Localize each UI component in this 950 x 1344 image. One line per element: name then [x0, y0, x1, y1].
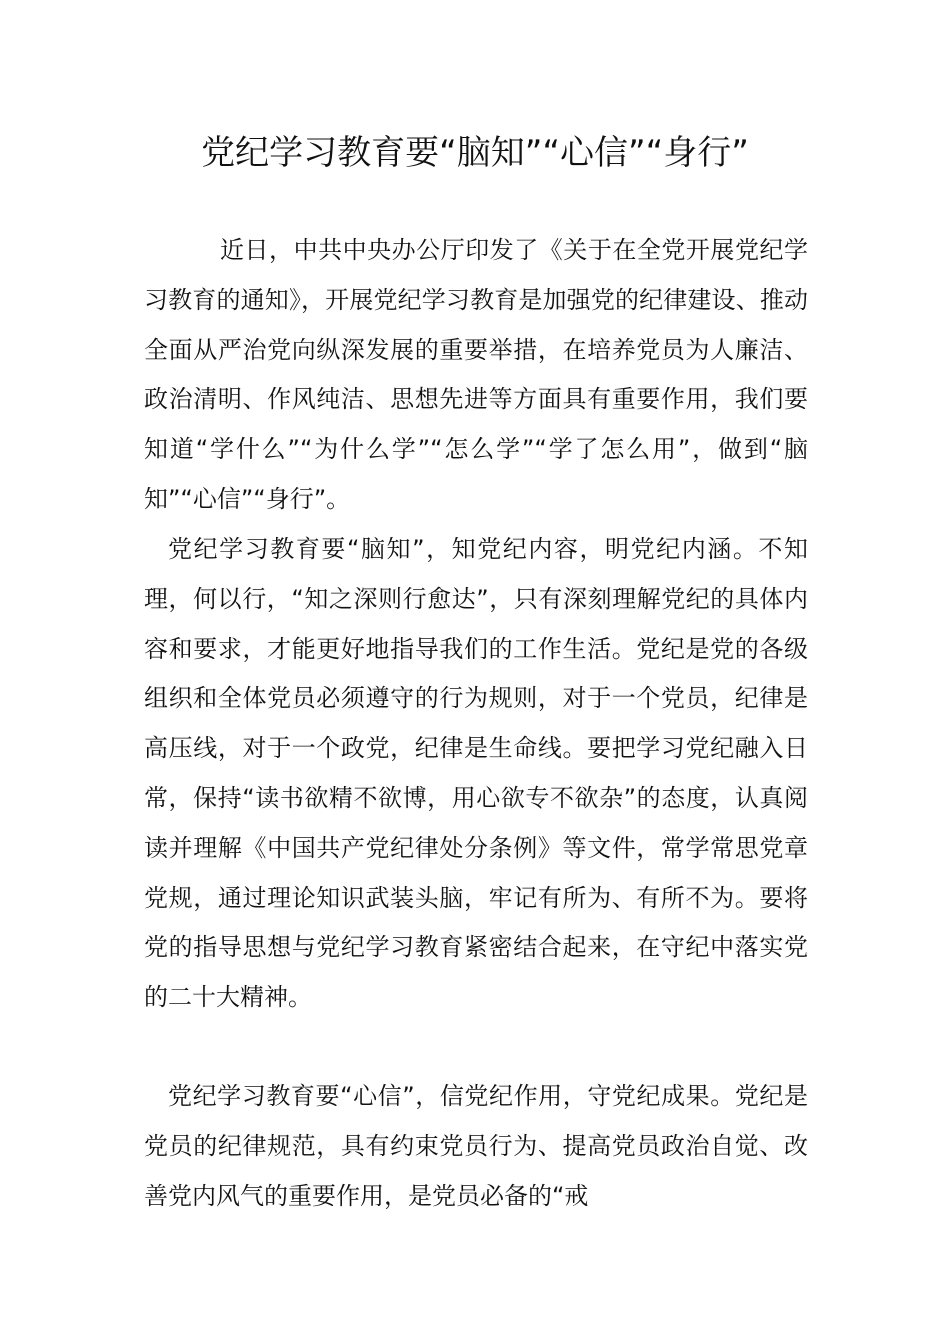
paragraph-intro: 近日，中共中央办公厅印发了《关于在全党开展党纪学习教育的通知》，开展党纪学习教育是加强党的纪律建设、推动全面从严治党向纵深发展的重要举措，在培养党员为人廉洁、政治清明、作风纯洁、思想先进等方面具有重要作用，我们要知道“学什么”“为什么学”“怎么学”“学了怎么用”，做到“脑知”“心信”“身行”。	[144, 236, 808, 513]
paragraph-naozhi: 党纪学习教育要“脑知”，知党纪内容，明党纪内涵。不知理，何以行，“知之深则行愈达”，只有深刻理解党纪的具体内容和要求，才能更好地指导我们的工作生活。党纪是党的各级组织和全体党员必须遵守的行为规则，对于一个党员，纪律是高压线，对于一个政党，纪律是生命线。要把学习党纪融入日常，保持“读书欲精不欲博，用心欲专不欲杂”的态度，认真阅读并理解《中国共产党纪律处分条例》等文件，常学常思党章党规，通过理论知识武装头脑，牢记有所为、有所不为。要将党的指导思想与党纪学习教育紧密结合起来，在守纪中落实党的二十大精神。	[144, 535, 808, 1012]
document-title: 党纪学习教育要“脑知”“心信”“身行”	[201, 133, 749, 173]
paragraph-xinxin: 党纪学习教育要“心信”，信党纪作用，守党纪成果。党纪是党员的纪律规范，具有约束党员行为、提高党员政治自觉、改善党内风气的重要作用，是党员必备的“戒	[144, 1082, 808, 1210]
